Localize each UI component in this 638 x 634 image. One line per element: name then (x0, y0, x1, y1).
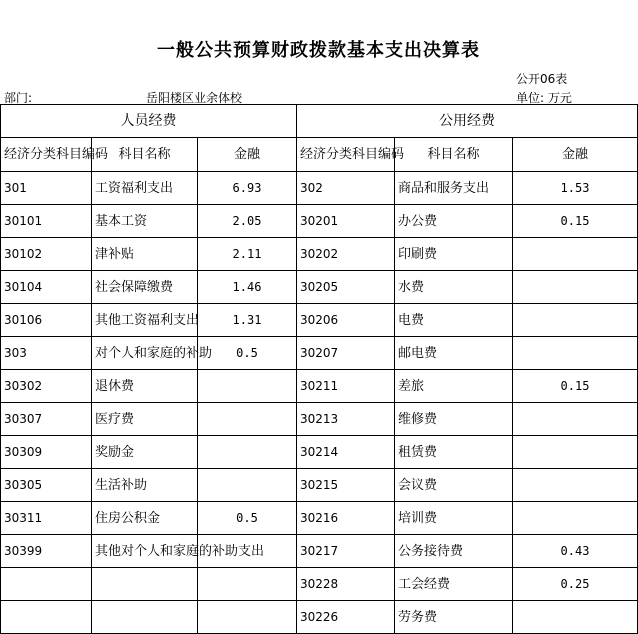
table-row (1, 271, 638, 304)
left-amount-cell: 1.46 (198, 271, 297, 304)
left-code-cell: 30305 (1, 469, 92, 502)
left-name-cell: 退休费 (92, 370, 198, 403)
left-amount-cell: 0.5 (198, 337, 297, 370)
left-amount-cell (198, 601, 297, 634)
left-amount-cell (198, 436, 297, 469)
table-row (1, 568, 638, 601)
left-amount-cell (198, 469, 297, 502)
table-row (1, 337, 638, 370)
left-code-cell: 30104 (1, 271, 92, 304)
left-name-cell: 社会保障缴费 (92, 271, 198, 304)
right-code-cell: 30215 (297, 469, 395, 502)
right-code-cell: 30206 (297, 304, 395, 337)
right-code-cell: 30207 (297, 337, 395, 370)
table-row (1, 535, 638, 568)
right-name-cell: 租赁费 (395, 436, 513, 469)
table-row (1, 436, 638, 469)
right-amount-cell (513, 601, 638, 634)
left-name-cell: 对个人和家庭的补助 (92, 337, 198, 370)
left-code-cell: 303 (1, 337, 92, 370)
right-code-cell: 30205 (297, 271, 395, 304)
right-amount-cell: 1.53 (513, 172, 638, 205)
table-row (1, 238, 638, 271)
personnel-header: 人员经费 (1, 105, 297, 138)
form-code: 公开06表 (516, 72, 568, 86)
left-amount-cell: 0.5 (198, 502, 297, 535)
right-code-cell: 30226 (297, 601, 395, 634)
right-name-cell: 差旅 (395, 370, 513, 403)
header-row-columns (1, 138, 638, 172)
left-name-cell: 医疗费 (92, 403, 198, 436)
table-row (1, 304, 638, 337)
left-code-cell: 30101 (1, 205, 92, 238)
right-name-cell: 商品和服务支出 (395, 172, 513, 205)
right-name-cell: 维修费 (395, 403, 513, 436)
right-name-cell: 办公费 (395, 205, 513, 238)
left-name-cell: 工资福利支出 (92, 172, 198, 205)
right-amount-cell (513, 271, 638, 304)
left-code-cell (1, 568, 92, 601)
right-name-cell: 培训费 (395, 502, 513, 535)
right-code-cell: 30217 (297, 535, 395, 568)
left-name-cell (92, 601, 198, 634)
left-code-cell: 30309 (1, 436, 92, 469)
page-title: 一般公共预算财政拨款基本支出决算表 (157, 40, 480, 61)
right-name-cell: 水费 (395, 271, 513, 304)
left-code-cell: 30302 (1, 370, 92, 403)
table-row (1, 370, 638, 403)
table-row (1, 601, 638, 634)
left-name-header: 科目名称 (92, 138, 198, 172)
left-code-header: 经济分类科目编码 (1, 138, 92, 172)
left-name-cell: 津补贴 (92, 238, 198, 271)
table-row (1, 205, 638, 238)
right-amount-cell (513, 436, 638, 469)
right-amount-cell: 0.15 (513, 370, 638, 403)
left-amount-cell (198, 370, 297, 403)
right-amount-cell (513, 304, 638, 337)
right-name-cell: 邮电费 (395, 337, 513, 370)
left-amount-header: 金融 (198, 138, 297, 172)
right-amount-cell: 0.43 (513, 535, 638, 568)
right-amount-cell (513, 502, 638, 535)
left-amount-cell (198, 568, 297, 601)
left-code-cell (1, 601, 92, 634)
right-amount-cell (513, 469, 638, 502)
right-code-cell: 30228 (297, 568, 395, 601)
right-code-cell: 30214 (297, 436, 395, 469)
left-name-cell: 生活补助 (92, 469, 198, 502)
right-code-header: 经济分类科目编码 (297, 138, 395, 172)
right-name-cell: 工会经费 (395, 568, 513, 601)
right-amount-cell: 0.15 (513, 205, 638, 238)
left-amount-cell: 2.11 (198, 238, 297, 271)
right-amount-cell (513, 337, 638, 370)
table-row (1, 502, 638, 535)
right-name-cell: 会议费 (395, 469, 513, 502)
right-code-cell: 30201 (297, 205, 395, 238)
left-amount-cell: 1.31 (198, 304, 297, 337)
left-name-cell: 住房公积金 (92, 502, 198, 535)
table-row (1, 469, 638, 502)
left-code-cell: 30311 (1, 502, 92, 535)
right-name-cell: 电费 (395, 304, 513, 337)
right-name-cell: 印刷费 (395, 238, 513, 271)
left-code-cell: 30102 (1, 238, 92, 271)
left-amount-cell: 6.93 (198, 172, 297, 205)
left-amount-cell (198, 403, 297, 436)
left-code-cell: 30399 (1, 535, 92, 568)
right-amount-cell (513, 403, 638, 436)
left-name-cell: 其他对个人和家庭的补助支出 (92, 535, 198, 568)
right-code-cell: 30216 (297, 502, 395, 535)
right-code-cell: 30213 (297, 403, 395, 436)
right-code-cell: 30211 (297, 370, 395, 403)
unit-label: 单位: 万元 (516, 91, 572, 105)
table-row (1, 172, 638, 205)
left-name-cell: 基本工资 (92, 205, 198, 238)
right-code-cell: 302 (297, 172, 395, 205)
right-code-cell: 30202 (297, 238, 395, 271)
right-name-cell: 劳务费 (395, 601, 513, 634)
expenditure-table (0, 104, 638, 634)
left-name-cell: 其他工资福利支出 (92, 304, 198, 337)
right-amount-header: 金融 (513, 138, 638, 172)
left-name-cell (92, 568, 198, 601)
right-amount-cell (513, 238, 638, 271)
department-value: 岳阳楼区业余体校 (146, 91, 243, 105)
table-row (1, 403, 638, 436)
header-row-group (1, 105, 638, 138)
public-header: 公用经费 (297, 105, 638, 138)
right-name-cell: 公务接待费 (395, 535, 513, 568)
right-amount-cell: 0.25 (513, 568, 638, 601)
department-label: 部门: (4, 91, 33, 105)
left-amount-cell: 2.05 (198, 205, 297, 238)
left-name-cell: 奖励金 (92, 436, 198, 469)
left-code-cell: 30307 (1, 403, 92, 436)
right-name-header: 科目名称 (395, 138, 513, 172)
left-code-cell: 301 (1, 172, 92, 205)
left-code-cell: 30106 (1, 304, 92, 337)
